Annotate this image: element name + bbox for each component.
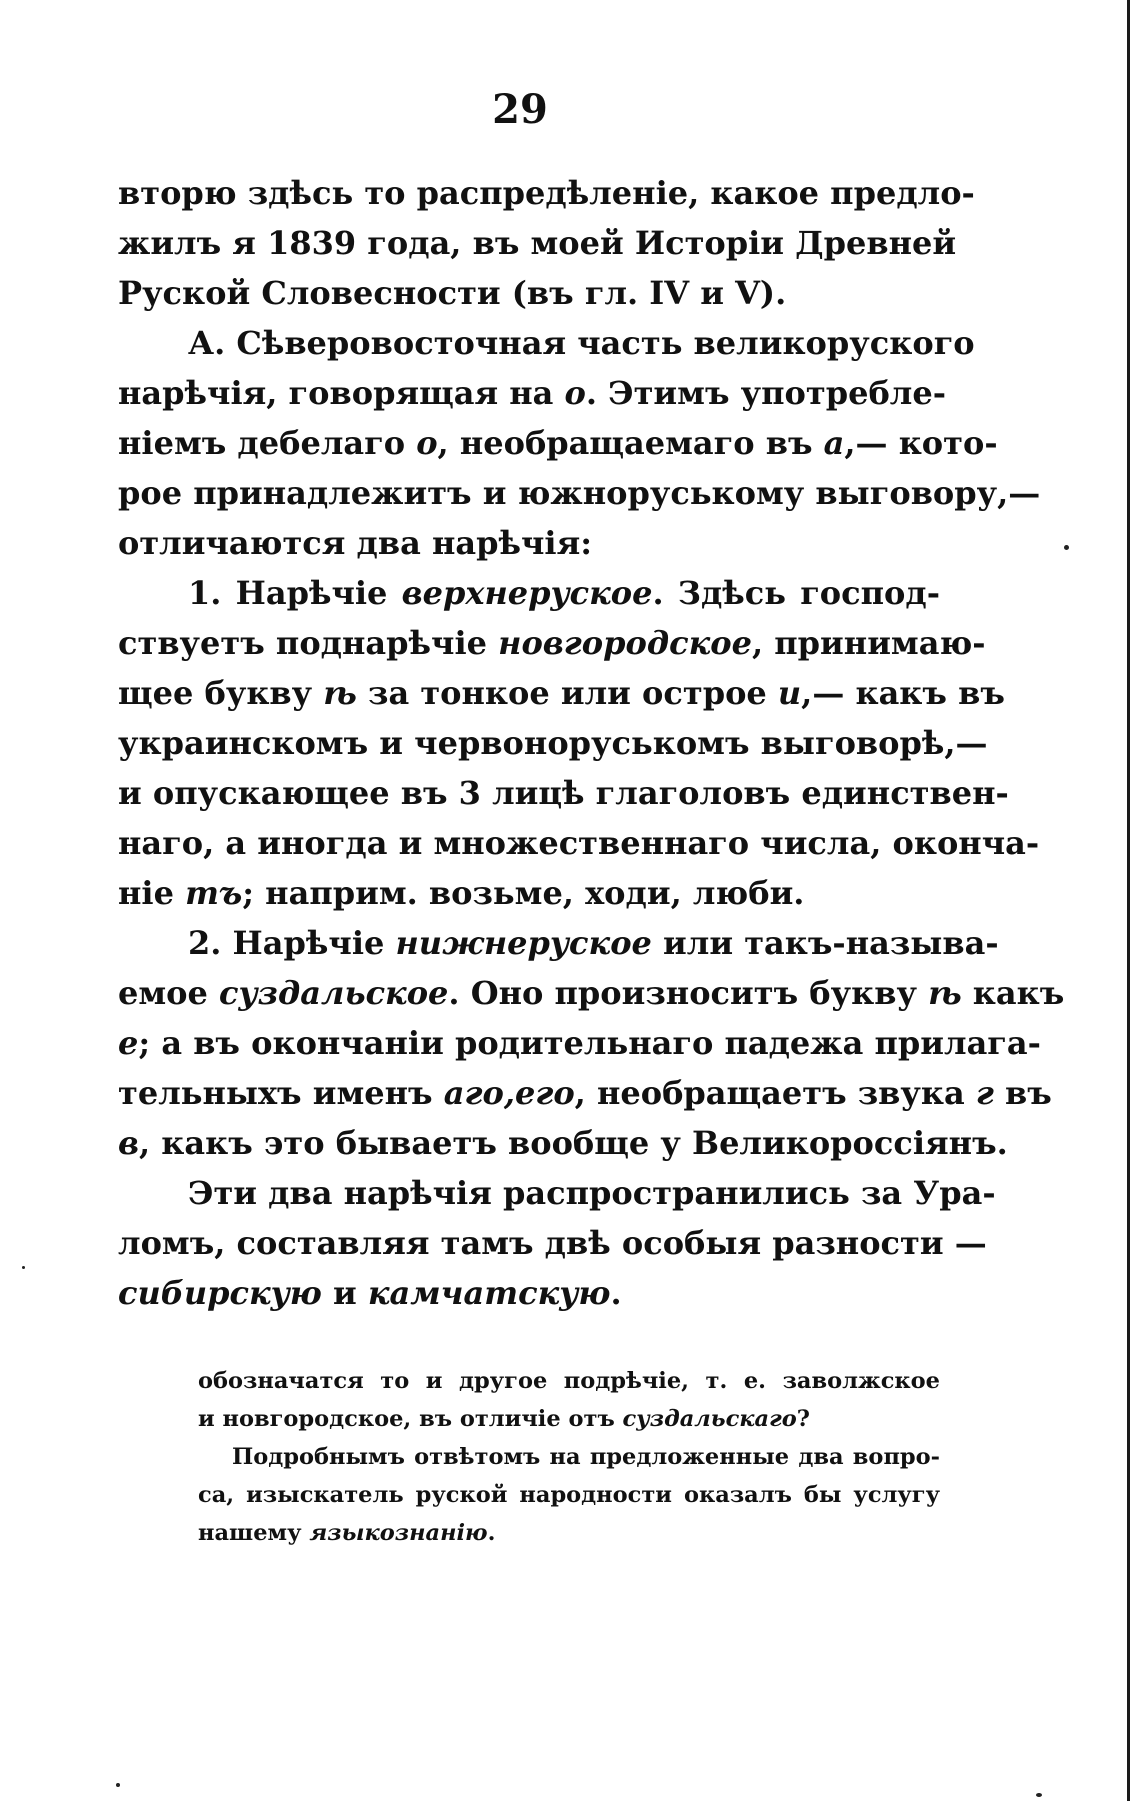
italic-word: о [564, 374, 586, 412]
text-run: ? [796, 1406, 810, 1432]
text-run: , принимаю- [751, 624, 986, 662]
italic-word: суздальскаго [622, 1406, 797, 1432]
text-line [118, 918, 999, 968]
text-run: и опускающее въ 3 лицѣ глаголовъ единствен- [118, 774, 1009, 812]
text-line [118, 668, 1005, 718]
text-run: ніемъ дебелаго [118, 424, 417, 462]
text-run: украинскомъ и червоноруськомъ выговорѣ,— [118, 724, 988, 762]
text-run: . Оно произноситъ букву [448, 974, 929, 1012]
italic-word: тъ [185, 874, 243, 912]
print-speck [1064, 545, 1069, 550]
text-run: за тонкое или острое [356, 674, 778, 712]
text-line [118, 618, 986, 668]
footnote-text [198, 1362, 940, 1552]
text-run: 1. Нарѣчіе [188, 574, 402, 612]
text-run: , какъ это бываетъ вообще у Великороссіянъ. [139, 1124, 1008, 1162]
italic-word: г [975, 1074, 994, 1112]
text-run: или такъ-называ- [651, 924, 999, 962]
text-run: обозначатся то и другое подрѣчіе, т. е. заволжское [198, 1368, 940, 1394]
text-run: . [487, 1520, 496, 1546]
text-line [118, 1268, 940, 1318]
italic-word: и [777, 674, 802, 712]
text-run: и [321, 1274, 368, 1312]
footnote-line [198, 1514, 940, 1552]
text-run: , необращаемаго въ [437, 424, 824, 462]
print-speck [116, 1783, 120, 1787]
text-run: ; а въ окончаніи родительнаго падежа прилага- [138, 1024, 1041, 1062]
text-run: рое принадлежитъ и южноруському выговору,— [118, 474, 1041, 512]
text-run: . Здѣсь господ- [652, 574, 940, 612]
text-run: А. Сѣверовосточная часть великоруского [188, 324, 975, 362]
text-run: Эти два нарѣчія распространились за Ура- [188, 1174, 996, 1212]
text-run: наго, а иногда и множественнаго числа, оконча- [118, 824, 1040, 862]
text-run: какъ [961, 974, 1065, 1012]
main-text-body [118, 168, 1065, 1318]
text-run: нарѣчія, говорящая на [118, 374, 565, 412]
print-speck [1036, 1793, 1042, 1797]
text-run: ; наприм. возьме, ходи, люби. [242, 874, 805, 912]
text-line [118, 1068, 1052, 1118]
italic-word: в [118, 1124, 140, 1162]
italic-word: а [823, 424, 845, 462]
italic-word: ѣ [928, 974, 962, 1012]
italic-word: суздальское [219, 974, 449, 1012]
text-line [118, 718, 988, 768]
text-line [118, 318, 975, 368]
text-line [118, 568, 940, 618]
text-run: ствуетъ поднарѣчіе [118, 624, 499, 662]
text-run: ніе [118, 874, 186, 912]
page-number: 29 [492, 86, 548, 133]
text-line [118, 868, 940, 918]
text-line [118, 818, 1040, 868]
text-run: въ [993, 1074, 1052, 1112]
footnote-line [198, 1438, 940, 1476]
text-run: . [610, 1274, 622, 1312]
italic-word: новгородское [498, 624, 752, 662]
text-run: 2. Нарѣчіе [188, 924, 396, 962]
italic-word: нижнеруское [395, 924, 652, 962]
text-run: ,— какъ въ [801, 674, 1005, 712]
text-run: Руской Словесности (въ гл. IV и V). [118, 274, 787, 312]
italic-word: аго,его [443, 1074, 575, 1112]
text-line [118, 768, 1009, 818]
italic-word: о [416, 424, 438, 462]
text-line [118, 1218, 987, 1268]
italic-word: ѣ [323, 674, 357, 712]
text-line [118, 218, 957, 268]
text-run: отличаются два нарѣчія: [118, 524, 593, 562]
text-run: жилъ я 1839 года, въ моей Исторіи Древней [118, 224, 957, 262]
text-run: вторю здѣсь то распредѣленіе, какое предло- [118, 174, 975, 212]
text-line [118, 418, 998, 468]
text-run: са, изыскатель руской народности оказалъ бы услугу [198, 1482, 940, 1508]
italic-word: е [118, 1024, 139, 1062]
page-edge-rule [1127, 0, 1130, 1801]
italic-word: сибирскую [118, 1274, 322, 1312]
text-line [118, 268, 940, 318]
text-line [118, 1018, 1041, 1068]
text-run: тельныхъ именъ [118, 1074, 444, 1112]
text-line [118, 168, 975, 218]
text-line [118, 1118, 1008, 1168]
text-run: Подробнымъ отвѣтомъ на предложенные два вопро- [232, 1444, 940, 1470]
text-line [118, 368, 946, 418]
text-run: ,— кото- [844, 424, 998, 462]
text-run: нашему [198, 1520, 310, 1546]
footnote-line [198, 1400, 940, 1438]
print-speck [22, 1266, 25, 1269]
text-run: и новгородское, въ отличіе отъ [198, 1406, 623, 1432]
text-run: . Этимъ употребле- [585, 374, 946, 412]
italic-word: камчатскую [367, 1274, 611, 1312]
text-run: емое [118, 974, 219, 1012]
footnote-line [198, 1476, 940, 1514]
text-run: ломъ, составляя тамъ двѣ особыя разности — [118, 1224, 987, 1262]
text-line [118, 968, 1065, 1018]
text-run: щее букву [118, 674, 324, 712]
text-line [118, 518, 940, 568]
text-line [118, 1168, 996, 1218]
italic-word: верхнеруское [401, 574, 653, 612]
footnote-line [198, 1362, 940, 1400]
text-run: , необращаетъ звука [574, 1074, 976, 1112]
italic-word: языкознанію [309, 1520, 488, 1546]
text-line [118, 468, 1041, 518]
